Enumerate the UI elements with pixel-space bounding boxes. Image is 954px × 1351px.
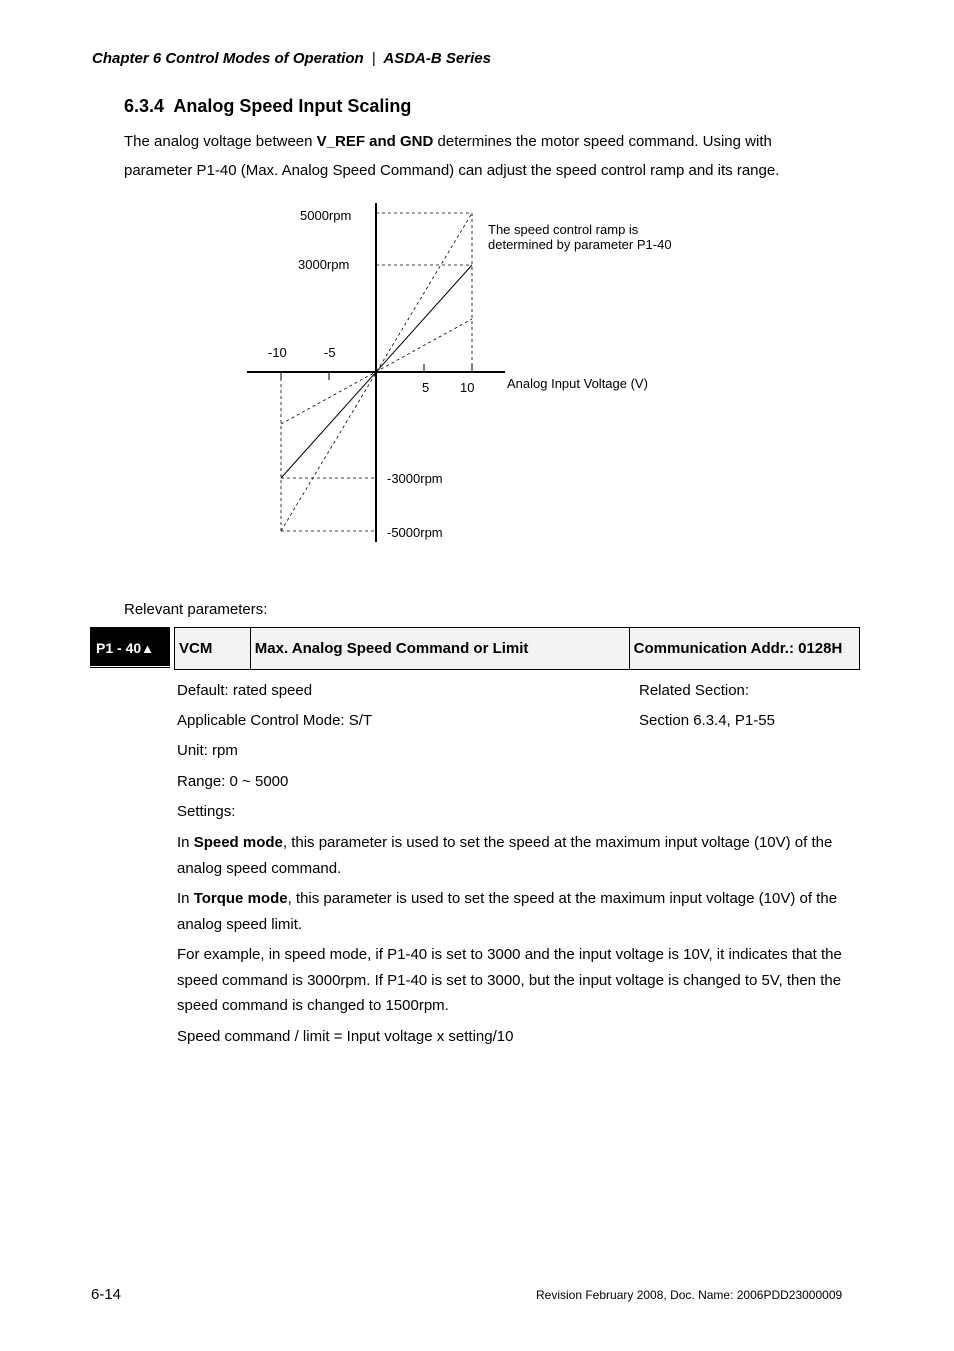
page-number: 6-14 — [91, 1286, 122, 1303]
intro-bold-signal: V_REF and GND — [316, 133, 434, 150]
label-x-neg5: -5 — [324, 345, 336, 360]
x-axis-label: Analog Input Voltage (V) — [507, 376, 648, 391]
related-section-label: Related Section: — [639, 682, 750, 699]
label-neg5000rpm: -5000rpm — [387, 525, 443, 540]
intro-text-after: determines the motor speed command. Using with — [433, 133, 772, 150]
revision-info: Revision February 2008, Doc. Name: 2006PDD23000009 — [536, 1288, 843, 1302]
settings-example: For example, in speed mode, if P1-40 is set to 3000 and the input voltage is 10V, it indicates that the speed command is 3000rpm. If P1-40 is set to 3000, but the input voltage is changed to 5V, then the speed command is changed to 1500rpm. — [177, 946, 842, 1014]
ramp-note-line2: determined by parameter P1-40 — [488, 237, 672, 252]
header-separator: | — [371, 50, 376, 67]
param-range: Range: 0 ~ 5000 — [177, 773, 289, 790]
parameter-comm-addr: Communication Addr.: 0128H — [633, 640, 843, 657]
parameter-abbr: VCM — [175, 628, 251, 669]
parameter-badge — [90, 627, 170, 669]
settings-speed-mode — [177, 830, 865, 881]
torque-mode-bold: Torque mode — [193, 890, 288, 907]
intro-text: The analog voltage between — [124, 133, 317, 150]
label-x-5: 5 — [422, 380, 430, 395]
param-default: Default: rated speed — [177, 682, 313, 699]
section-number: 6.3.4 — [124, 96, 165, 116]
label-5000rpm: 5000rpm — [300, 208, 352, 223]
parameter-name: Max. Analog Speed Command or Limit — [251, 628, 630, 669]
speed-mode-bold: Speed mode — [193, 834, 283, 851]
parameter-header-table — [174, 627, 860, 670]
param-settings-label: Settings: — [177, 803, 236, 820]
settings-torque-mode — [177, 886, 865, 937]
parameter-id: P1 - 40 — [96, 640, 142, 656]
torque-mode-post: , this parameter is used to set the speed at the maximum input voltage (10V) of the analog speed limit. — [177, 890, 838, 933]
relevant-parameters-label: Relevant parameters: — [124, 601, 268, 618]
speed-ramp-diagram — [0, 0, 954, 600]
section-title: Analog Speed Input Scaling — [173, 96, 412, 116]
label-3000rpm: 3000rpm — [298, 257, 350, 272]
intro-text-2: parameter P1-40 (Max. Analog Speed Command) can adjust the speed control ramp and its range. — [124, 162, 780, 179]
torque-mode-pre: In — [177, 890, 194, 907]
triangle-icon: ▲ — [141, 641, 155, 656]
chapter-title: Chapter 6 Control Modes of Operation — [92, 50, 364, 67]
speed-mode-pre: In — [177, 834, 194, 851]
label-neg3000rpm: -3000rpm — [387, 471, 443, 486]
speed-mode-post: , this parameter is used to set the speed at the maximum input voltage (10V) of the analog speed command. — [177, 834, 833, 877]
label-x-10: 10 — [460, 380, 475, 395]
series-title: ASDA-B Series — [383, 50, 491, 67]
label-x-neg10: -10 — [268, 345, 287, 360]
related-section-value: Section 6.3.4, P1-55 — [639, 712, 775, 729]
param-control-mode: Applicable Control Mode: S/T — [177, 712, 373, 729]
param-unit: Unit: rpm — [177, 742, 238, 759]
ramp-note-line1: The speed control ramp is — [488, 222, 639, 237]
settings-formula: Speed command / limit = Input voltage x setting/10 — [177, 1028, 514, 1045]
